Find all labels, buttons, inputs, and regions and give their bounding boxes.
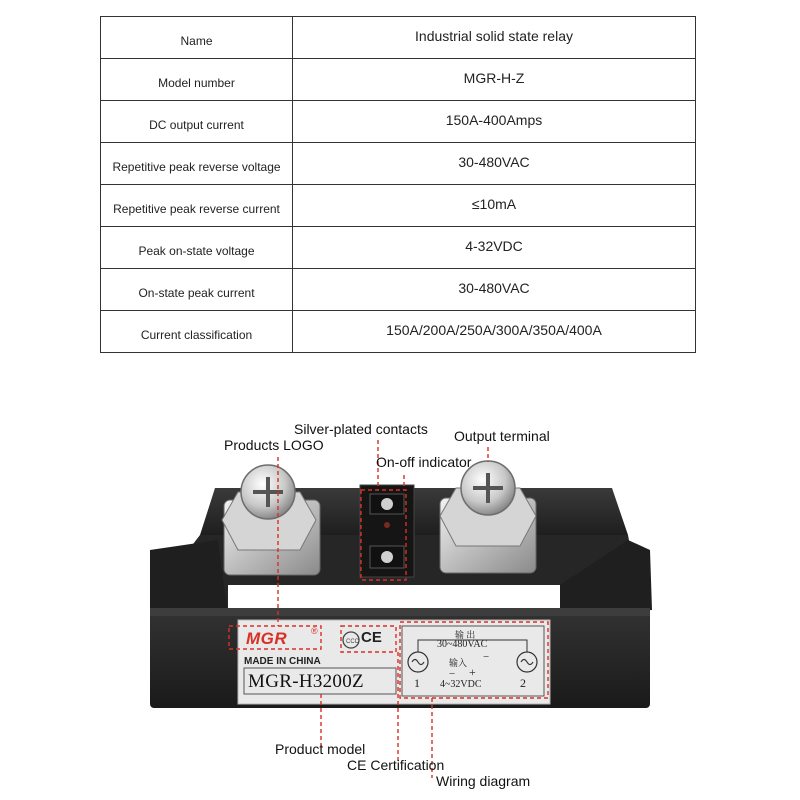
spec-value: ≤10mA [293,185,696,227]
minus-sign: − [483,651,490,663]
terminal-2: 2 [520,676,526,690]
spec-value: MGR-H-Z [293,59,696,101]
spec-label: On-state peak current [101,269,293,311]
table-row [101,227,696,269]
right-terminal [440,461,536,573]
spec-value: Industrial solid state relay [293,17,696,59]
table-row [101,59,696,101]
left-terminal [222,465,320,575]
spec-label: DC output current [101,101,293,143]
callout-wiring-diagram: Wiring diagram [436,773,531,789]
callout-output-terminal: Output terminal [454,428,550,444]
relay-illustration [0,400,800,800]
spec-label: Repetitive peak reverse current [101,185,293,227]
model-text: MGR-H3200Z [248,671,364,692]
table-row [101,143,696,185]
ce-mark: CE [361,629,382,646]
terminal-1: 1 [414,676,420,690]
spec-value: 30-480VAC [293,143,696,185]
callout-product-model: Product model [275,741,366,757]
spec-label: Model number [101,59,293,101]
spec-value: 150A/200A/250A/300A/350A/400A [293,311,696,353]
spec-value: 30-480VAC [293,269,696,311]
spec-label: Peak on-state voltage [101,227,293,269]
table-row [101,311,696,353]
callout-products-logo: Products LOGO [224,437,324,453]
plus-sign: + [469,665,476,679]
table-row [101,101,696,143]
output-voltage: 30~480VAC [437,639,488,650]
spec-value: 150A-400Amps [293,101,696,143]
made-in-text: MADE IN CHINA [244,656,321,667]
input-cn-label: 输入 [449,658,468,668]
output-cn-label: 输 出 [455,630,476,640]
table-row [101,17,696,59]
table-row [101,269,696,311]
brand-logo: MGR [246,629,288,648]
spec-label: Repetitive peak reverse voltage [101,143,293,185]
svg-text:CCC: CCC [346,639,359,645]
spec-label: Name [101,17,293,59]
spec-label: Current classification [101,311,293,353]
input-voltage: 4~32VDC [440,679,482,690]
callout-ce-certification: CE Certification [347,757,445,773]
registered-mark: ® [311,626,318,636]
table-row [101,185,696,227]
callout-onoff-indicator: On-off indicator [376,454,472,470]
spec-table [100,16,696,353]
minus-sign-input: − [449,668,456,680]
spec-value: 4-32VDC [293,227,696,269]
callout-silver-contacts: Silver-plated contacts [294,421,428,437]
